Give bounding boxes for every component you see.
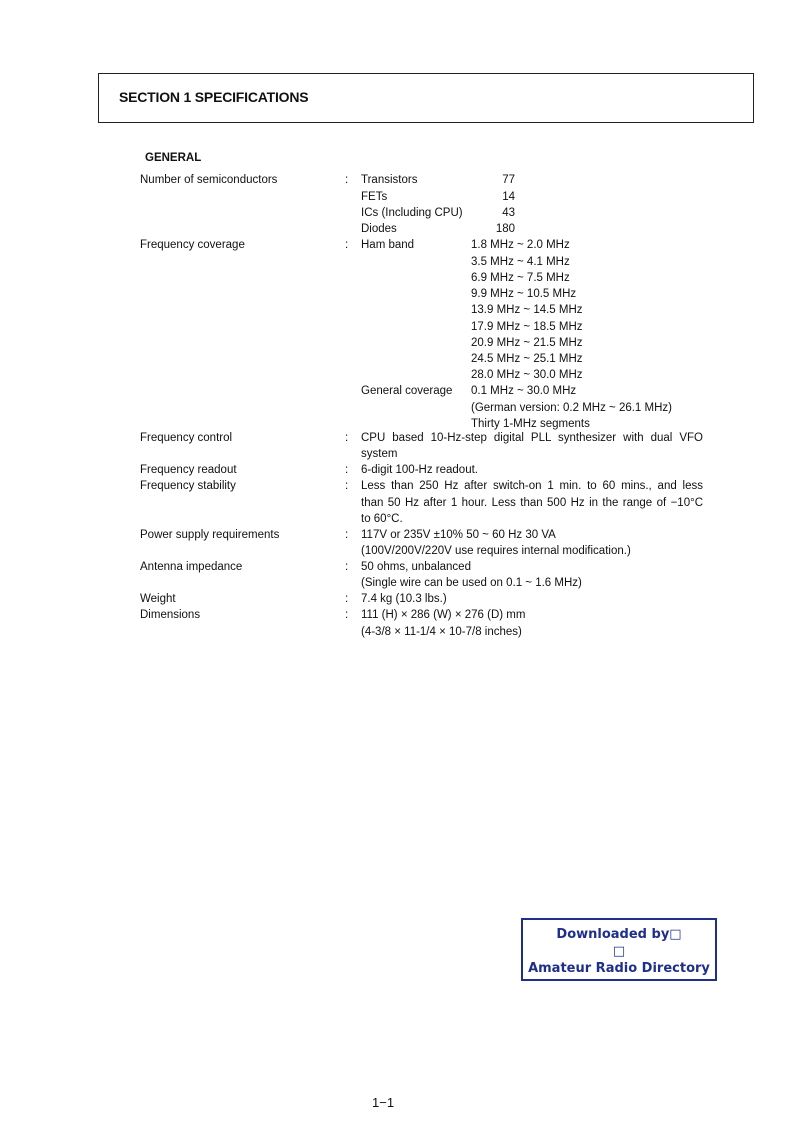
frequency-stability-value: Less than 250 Hz after switch-on 1 min. to 60 mins., and less [361, 480, 703, 492]
frequency-readout-label: Frequency readout [140, 464, 237, 476]
ham-band-range: 9.9 MHz ~ 10.5 MHz [471, 288, 577, 300]
frequency-stability-value: to 60°C. [361, 513, 403, 525]
semiconductor-count: 77 [502, 174, 515, 186]
semiconductor-count: 43 [502, 207, 515, 219]
colon: : [345, 432, 349, 444]
section-header-box [98, 73, 754, 123]
colon: : [345, 174, 349, 186]
ham-band-label: Ham band [361, 239, 415, 251]
colon: : [345, 593, 349, 605]
semiconductor-count: 180 [495, 223, 515, 235]
colon: : [345, 529, 349, 541]
dimensions-label: Dimensions [140, 609, 201, 621]
general-coverage-label: General coverage [361, 385, 453, 397]
semiconductors-label: Number of semiconductors [140, 174, 278, 186]
semiconductor-type: FETs [361, 191, 388, 203]
frequency-control-value: system [361, 448, 398, 460]
ham-band-range: 13.9 MHz ~ 14.5 MHz [471, 304, 583, 316]
download-banner[interactable] [521, 918, 717, 981]
colon: : [345, 239, 349, 251]
colon: : [345, 609, 349, 621]
power-supply-note: (100V/200V/220V use requires internal modification.) [361, 545, 631, 557]
banner-line-directory[interactable]: Amateur Radio Directory [528, 961, 710, 976]
semiconductor-type: ICs (Including CPU) [361, 207, 463, 219]
colon: : [345, 464, 349, 476]
ham-band-range: 17.9 MHz ~ 18.5 MHz [471, 321, 583, 333]
page-number: 1−1 [372, 1095, 395, 1110]
semiconductor-type: Diodes [361, 223, 397, 235]
general-coverage-note: (German version: 0.2 MHz ~ 26.1 MHz) [471, 402, 672, 414]
section-title: SECTION 1 SPECIFICATIONS [119, 89, 309, 105]
banner-line-downloaded: Downloaded by□ [556, 927, 682, 942]
general-heading: GENERAL [145, 152, 202, 164]
ham-band-range: 20.9 MHz ~ 21.5 MHz [471, 337, 583, 349]
frequency-readout-value: 6-digit 100-Hz readout. [361, 464, 478, 476]
dimensions-value: 111 (H) × 286 (W) × 276 (D) mm [361, 609, 526, 621]
ham-band-range: 28.0 MHz ~ 30.0 MHz [471, 369, 583, 381]
power-supply-label: Power supply requirements [140, 529, 280, 541]
semiconductor-count: 14 [502, 191, 515, 203]
semiconductor-type: Transistors [361, 174, 418, 186]
ham-band-range: 24.5 MHz ~ 25.1 MHz [471, 353, 583, 365]
banner-line-placeholder: □ [612, 944, 626, 959]
antenna-impedance-note: (Single wire can be used on 0.1 ~ 1.6 MHz) [361, 577, 582, 589]
antenna-impedance-value: 50 ohms, unbalanced [361, 561, 471, 573]
frequency-stability-value: than 50 Hz after 1 hour. Less than 500 Hz in the range of −10°C [361, 497, 703, 509]
colon: : [345, 480, 349, 492]
dimensions-inches: (4-3/8 × 11-1/4 × 10-7/8 inches) [361, 626, 522, 638]
general-coverage-segments: Thirty 1-MHz segments [471, 418, 590, 430]
weight-value: 7.4 kg (10.3 lbs.) [361, 593, 447, 605]
colon: : [345, 561, 349, 573]
ham-band-range: 3.5 MHz ~ 4.1 MHz [471, 256, 570, 268]
frequency-stability-label: Frequency stability [140, 480, 236, 492]
general-coverage-range: 0.1 MHz ~ 30.0 MHz [471, 385, 577, 397]
antenna-impedance-label: Antenna impedance [140, 561, 243, 573]
power-supply-value: 117V or 235V ±10% 50 ~ 60 Hz 30 VA [361, 529, 556, 541]
frequency-coverage-label: Frequency coverage [140, 239, 245, 251]
frequency-control-label: Frequency control [140, 432, 233, 444]
ham-band-range: 1.8 MHz ~ 2.0 MHz [471, 239, 570, 251]
ham-band-range: 6.9 MHz ~ 7.5 MHz [471, 272, 570, 284]
weight-label: Weight [140, 593, 176, 605]
frequency-control-value: CPU based 10-Hz-step digital PLL synthesizer with dual VFO [361, 432, 703, 444]
